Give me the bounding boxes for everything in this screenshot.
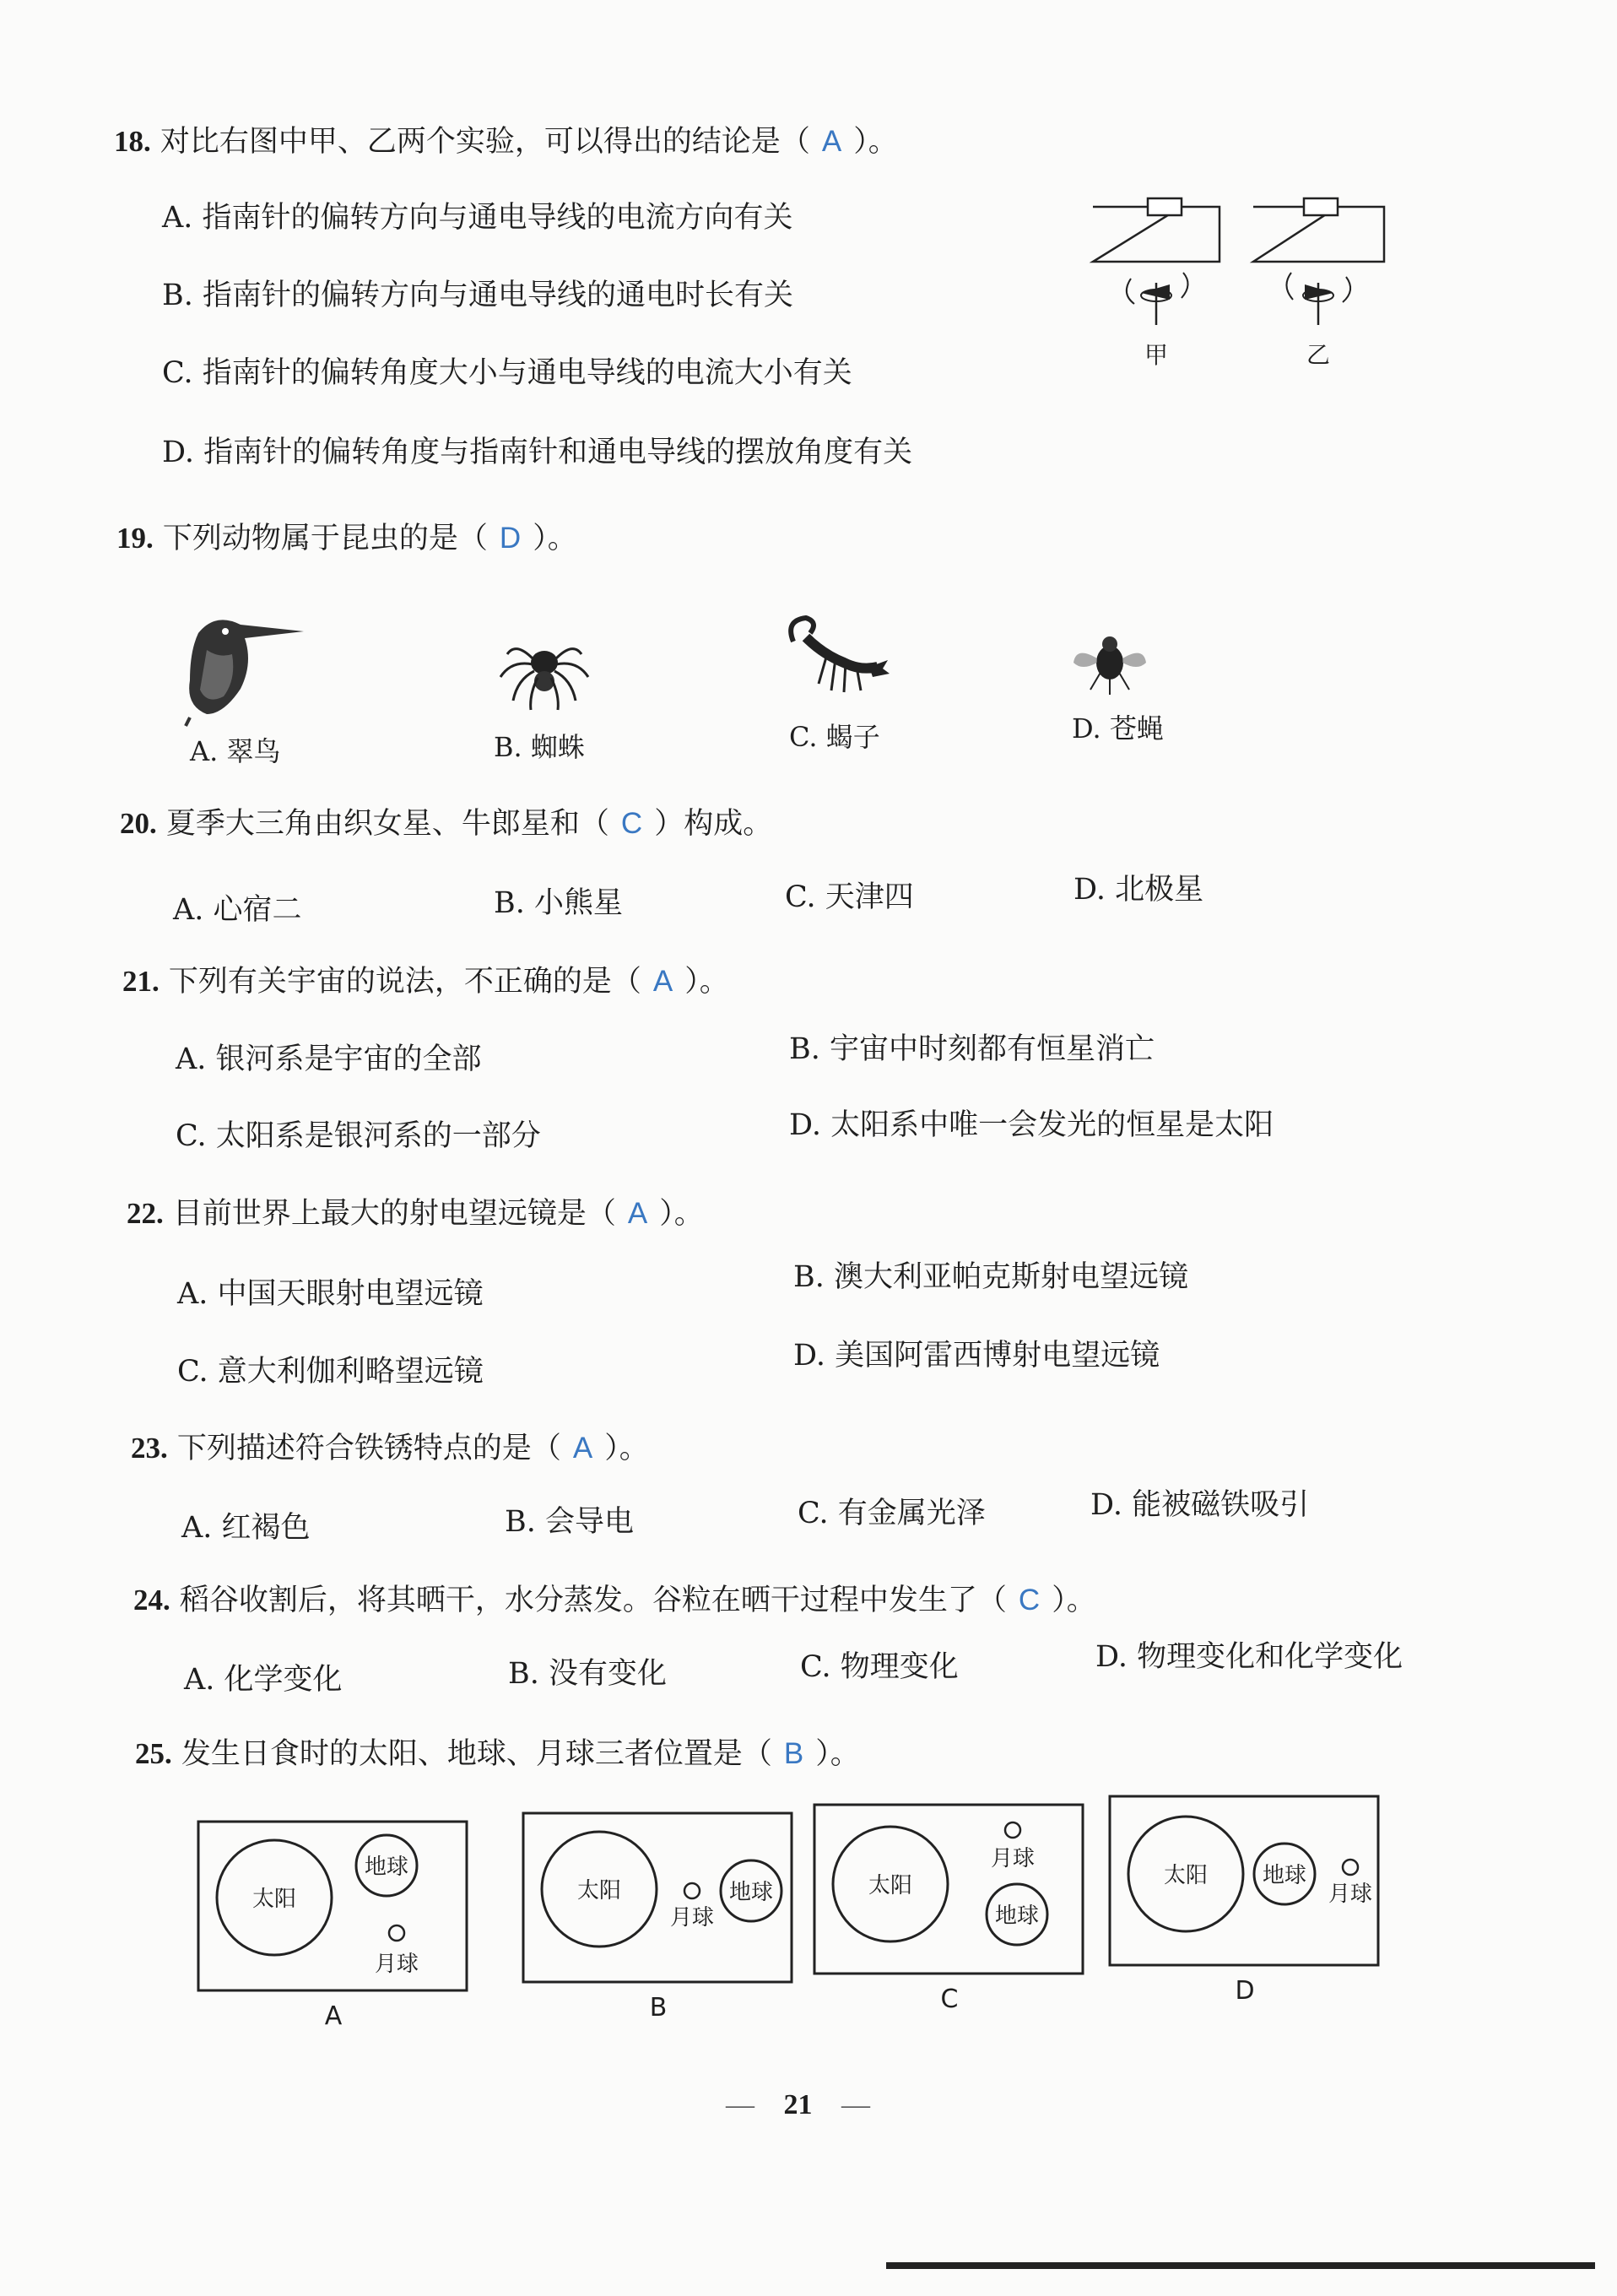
answer-mark: D (499, 522, 522, 555)
sun-label: 太阳 (1163, 1863, 1209, 1888)
option-a: A. 银河系是宇宙的全部 (176, 1042, 482, 1076)
earth-label: 地球 (364, 1855, 409, 1880)
question-21: 21. 下列有关宇宙的说法，不正确的是（ A ）。 (122, 965, 729, 999)
question-number: 25 (135, 1737, 165, 1770)
question-number: 21 (122, 965, 152, 998)
option-c: C. 太阳系是银河系的一部分 (176, 1119, 541, 1153)
moon-label: 月球 (1328, 1882, 1373, 1907)
circuit-jia (1093, 198, 1220, 369)
question-number: 20 (120, 807, 149, 840)
option-c: C. 有金属光泽 (798, 1497, 986, 1530)
page-number-value: 21 (783, 2089, 813, 2120)
option-a: A. 中国天眼射电望远镜 (177, 1277, 484, 1311)
question-23: 23. 下列描述符合铁锈特点的是（ A ）。 (131, 1432, 649, 1465)
question-number: 23 (131, 1432, 160, 1465)
eclipse-diagram-a (194, 1815, 473, 2031)
sun-label: 太阳 (868, 1873, 913, 1898)
circuit-figure (1089, 190, 1409, 376)
question-number: 19 (116, 522, 146, 555)
option-b: B. 会导电 (505, 1505, 634, 1539)
diagram-label-c: C (940, 1985, 959, 2014)
option-d: D. 能被磁铁吸引 (1090, 1488, 1310, 1522)
option-d: D. 太阳系中唯一会发光的恒星是太阳 (789, 1108, 1274, 1142)
fly-image (1072, 629, 1148, 696)
option-c: C. 物理变化 (800, 1650, 959, 1684)
option-d: D. 物理变化和化学变化 (1095, 1640, 1403, 1674)
question-stem: 目前世界上最大的射电望远镜是（ (172, 1197, 616, 1231)
question-stem: 下列动物属于昆虫的是（ (162, 522, 488, 555)
question-24: 24. 稻谷收割后，将其晒干，水分蒸发。谷粒在晒干过程中发生了（ C ）。 (133, 1584, 1096, 1617)
option-c: C. 意大利伽利略望远镜 (177, 1355, 484, 1389)
answer-mark: A (572, 1432, 593, 1465)
question-25: 25. 发生日食时的太阳、地球、月球三者位置是（ B ）。 (135, 1737, 860, 1771)
question-22: 22. 目前世界上最大的射电望远镜是（ A ）。 (127, 1197, 704, 1231)
scorpion-image (776, 616, 895, 701)
earth-label: 地球 (728, 1880, 774, 1905)
eclipse-diagram-d (1106, 1790, 1384, 2006)
question-stem: 夏季大三角由织女星、牛郎星和（ (165, 807, 609, 841)
moon-label: 月球 (669, 1905, 715, 1930)
option-b: B. 澳大利亚帕克斯射电望远镜 (793, 1260, 1188, 1294)
question-19: 19. 下列动物属于昆虫的是（ D ）。 (116, 522, 577, 555)
option-c: C. 指南针的偏转角度大小与通电导线的电流大小有关 (162, 356, 852, 390)
caption-kingfisher: A. 翠鸟 (190, 735, 281, 767)
eclipse-diagram-c (810, 1798, 1089, 2014)
earth-label: 地球 (1262, 1863, 1307, 1888)
caption-spider: B. 蜘蛛 (494, 731, 585, 763)
eclipse-diagram-b (519, 1806, 798, 2023)
spider-image (494, 620, 595, 713)
page-number: — 21 — (726, 2089, 870, 2120)
compass-jia (1127, 273, 1188, 325)
question-stem: 发生日食时的太阳、地球、月球三者位置是（ (181, 1737, 772, 1771)
kingfisher-image (173, 599, 308, 726)
question-stem: 下列描述符合铁锈特点的是（ (176, 1432, 561, 1465)
option-b: B. 没有变化 (508, 1657, 667, 1691)
answer-mark: B (783, 1737, 804, 1770)
option-b: B. 指南针的偏转方向与通电导线的通电时长有关 (162, 279, 793, 312)
answer-mark: C (1018, 1584, 1041, 1616)
question-number: 22 (127, 1197, 156, 1230)
sun-label: 太阳 (576, 1878, 622, 1903)
answer-mark: A (627, 1197, 648, 1230)
moon-label: 月球 (374, 1952, 419, 1977)
option-c: C. 天津四 (785, 880, 914, 914)
option-d: D. 指南针的偏转角度与指南针和通电导线的摆放角度有关 (162, 436, 913, 469)
circuit-yi (1253, 198, 1384, 369)
answer-mark: A (652, 965, 673, 998)
question-number: 18 (114, 125, 143, 158)
option-a: A. 心宿二 (173, 893, 302, 927)
diagram-label-a: A (324, 2001, 343, 2031)
earth-label: 地球 (994, 1903, 1040, 1929)
option-d: D. 北极星 (1073, 873, 1204, 907)
answer-mark: A (821, 125, 842, 158)
question-stem: 对比右图中甲、乙两个实验，可以得出的结论是（ (160, 125, 810, 159)
label-jia: 甲 (1144, 341, 1169, 369)
diagram-label-d: D (1235, 1976, 1255, 2006)
option-a: A. 化学变化 (184, 1663, 343, 1697)
diagram-label-b: B (649, 1993, 668, 2023)
bottom-rule (886, 2262, 1595, 2269)
option-a: A. 红褐色 (181, 1511, 311, 1545)
question-18: 18. 对比右图中甲、乙两个实验，可以得出的结论是（ A ）。 (114, 125, 898, 159)
option-b: B. 宇宙中时刻都有恒星消亡 (789, 1032, 1155, 1066)
question-20: 20. 夏季大三角由织女星、牛郎星和（ C ）构成。 (120, 807, 773, 841)
compass-yi (1286, 273, 1350, 325)
sun-label: 太阳 (251, 1887, 297, 1912)
caption-fly: D. 苍蝇 (1072, 712, 1164, 745)
question-stem: 稻谷收割后，将其晒干，水分蒸发。谷粒在晒干过程中发生了（ (179, 1584, 1007, 1617)
option-a: A. 指南针的偏转方向与通电导线的电流方向有关 (162, 201, 793, 235)
answer-mark: C (620, 807, 643, 840)
option-d: D. 美国阿雷西博射电望远镜 (793, 1339, 1160, 1373)
label-yi: 乙 (1306, 341, 1331, 369)
caption-scorpion: C. 蝎子 (789, 721, 880, 753)
question-stem: 下列有关宇宙的说法，不正确的是（ (168, 965, 641, 999)
moon-label: 月球 (990, 1846, 1036, 1871)
option-b: B. 小熊星 (494, 886, 623, 920)
question-number: 24 (133, 1584, 163, 1616)
